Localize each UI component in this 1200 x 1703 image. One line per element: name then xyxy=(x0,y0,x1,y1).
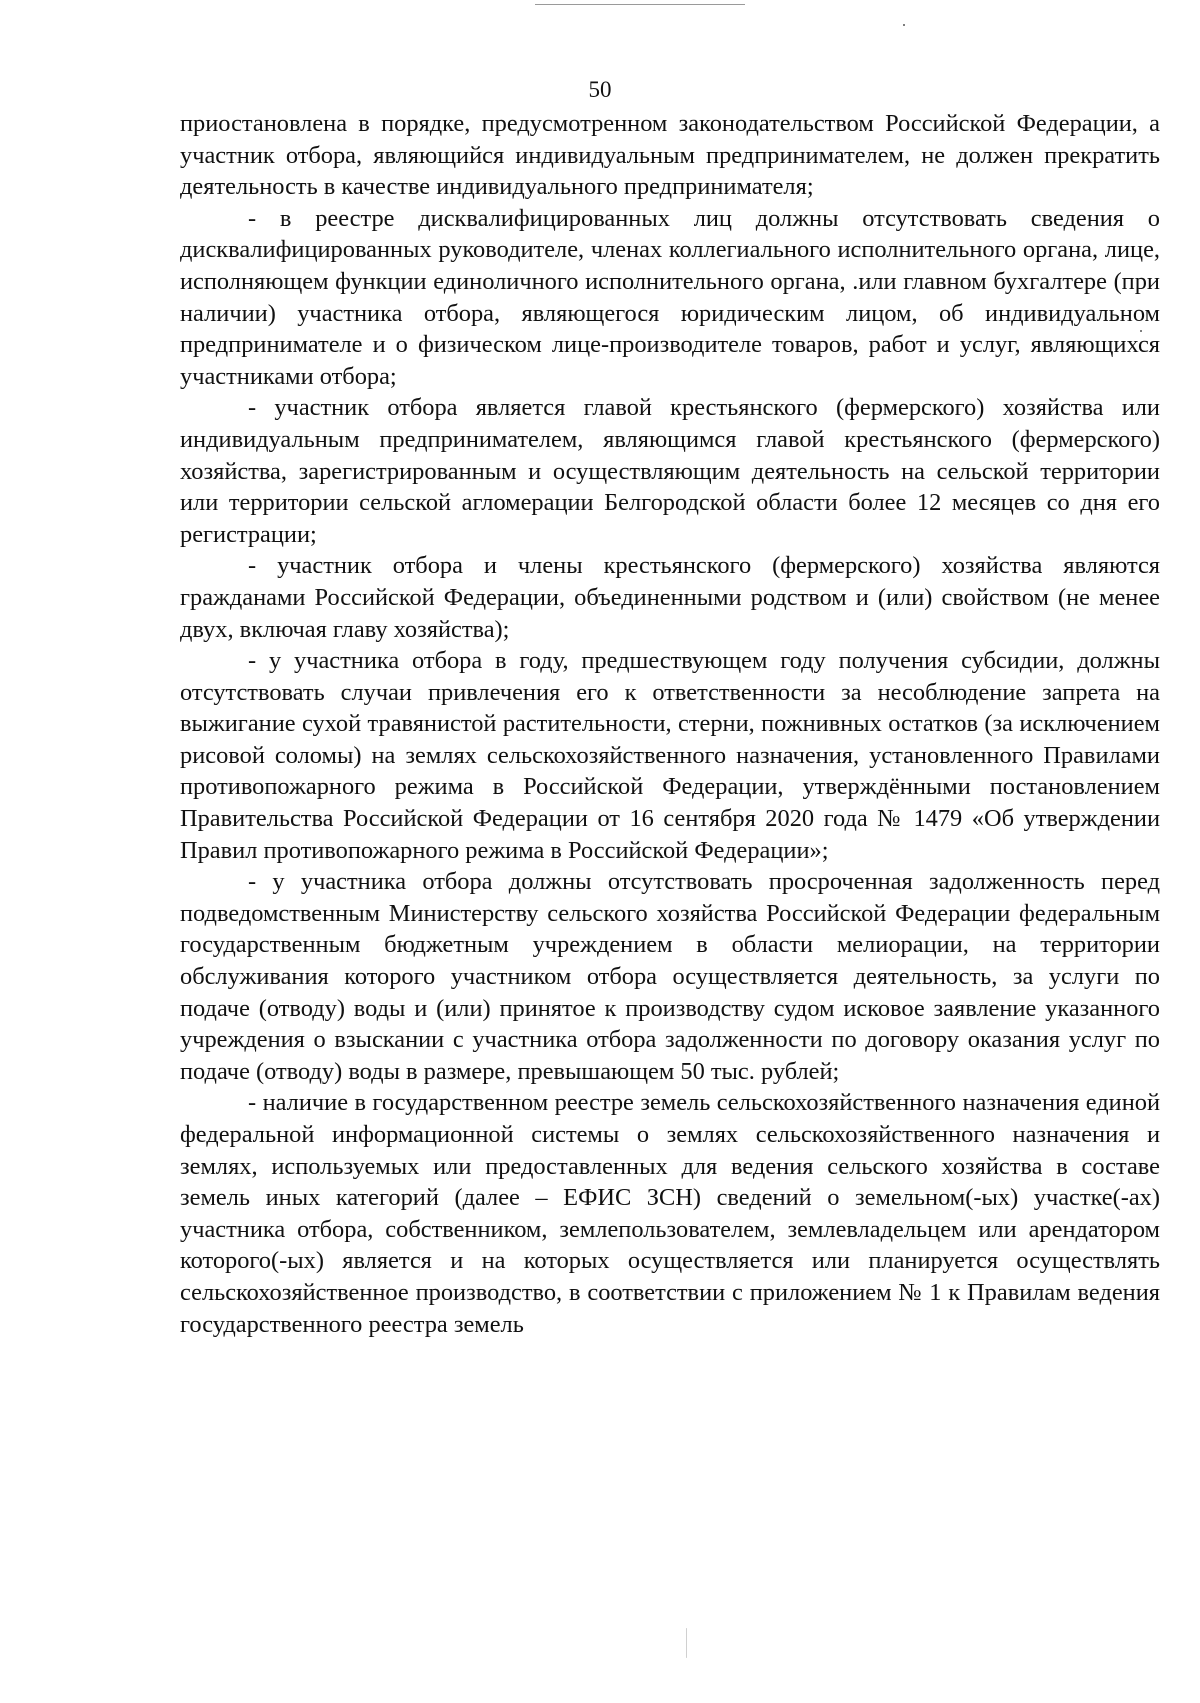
paragraph-citizenship-requirement: - участник отбора и члены крестьянского (фермерского) хозяйства являются гражданами Российской Федерации, объединенными родством и (или) свойством (не менее двух, включая главу хозяйства); xyxy=(180,552,1160,643)
paragraph-land-registry: - наличие в государственном реестре земель сельскохозяйственного назначения единой федеральной информационной системы о землях сельскохозяйственного назначения и землях, используемых или предоставленных для ведения сельского хозяйства в составе земель иных категорий (далее – ЕФИС ЗСН) сведений о земельном(-ых) участке(-ах) участника отбора, собственником, землепользователем, землевладельцем или арендатором которого(-ых) является и на которых осуществляется или планируется осуществлять сельскохозяйственное производство, в соответствии с приложением № 1 к Правилам ведения государственного реестра земель xyxy=(180,1089,1160,1338)
paragraph-fire-regulations: - у участника отбора в году, предшествующем году получения субсидии, должны отсутствовать случаи привлечения его к ответственности за несоблюдение запрета на выжигание сухой травянистой растительности, стерни, пожнивных остатков (за исключением рисовой соломы) на землях сельскохозяйственного назначения, установленного Правилами противопожарного режима в Российской Федерации, утверждёнными постановлением Правительства Российской Федерации от 16 сентября 2020 года № 1479 «Об утверждении Правил противопожарного режима в Российской Федерации»; xyxy=(180,647,1160,864)
paragraph-disqualified-persons-registry: - в реестре дисквалифицированных лиц должны отсутствовать сведения о дисквалифицированных руководителе, членах коллегиального исполнительного органа, лице, исполняющем функции единоличного исполнительного органа, .или главном бухгалтере (при наличии) участника отбора, являющегося юридическим лицом, об индивидуальном предпринимателе и о физическом лице-производителе товаров, работ и услуг, являющихся участниками отбора; xyxy=(180,204,1160,390)
scan-mark xyxy=(686,1628,687,1658)
page-number: 50 xyxy=(588,77,612,102)
paragraph-continuation: приостановлена в порядке, предусмотренном законодательством Российской Федерации, а участник отбора, являющийся индивидуальным предпринимателем, не должен прекратить деятельность в качестве индивидуального предпринимателя; xyxy=(180,110,1160,201)
document-body xyxy=(180,108,1160,1340)
paragraph-melioration-debt: - у участника отбора должны отсутствовать просроченная задолженность перед подведомственным Министерству сельского хозяйства Российской Федерации федеральным государственным бюджетным учреждением в области мелиорации, на территории обслуживания которого участником отбора осуществляется деятельность, за услуги по подаче (отводу) воды и (или) принятое к производству судом исковое заявление указанного учреждения о взыскании с участника отбора задолженности по договору оказания услуг по подаче (отводу) воды в размере, превышающем 50 тыс. рублей; xyxy=(180,868,1160,1085)
paragraph-farm-head-requirement: - участник отбора является главой крестьянского (фермерского) хозяйства или индивидуальным предпринимателем, являющимся главой крестьянского (фермерского) хозяйства, зарегистрированным и осуществляющим деятельность на сельской территории или территории сельской агломерации Белгородской области более 12 месяцев со дня его регистрации; xyxy=(180,394,1160,548)
scan-speck xyxy=(903,24,905,26)
scan-top-edge-line xyxy=(535,4,745,5)
